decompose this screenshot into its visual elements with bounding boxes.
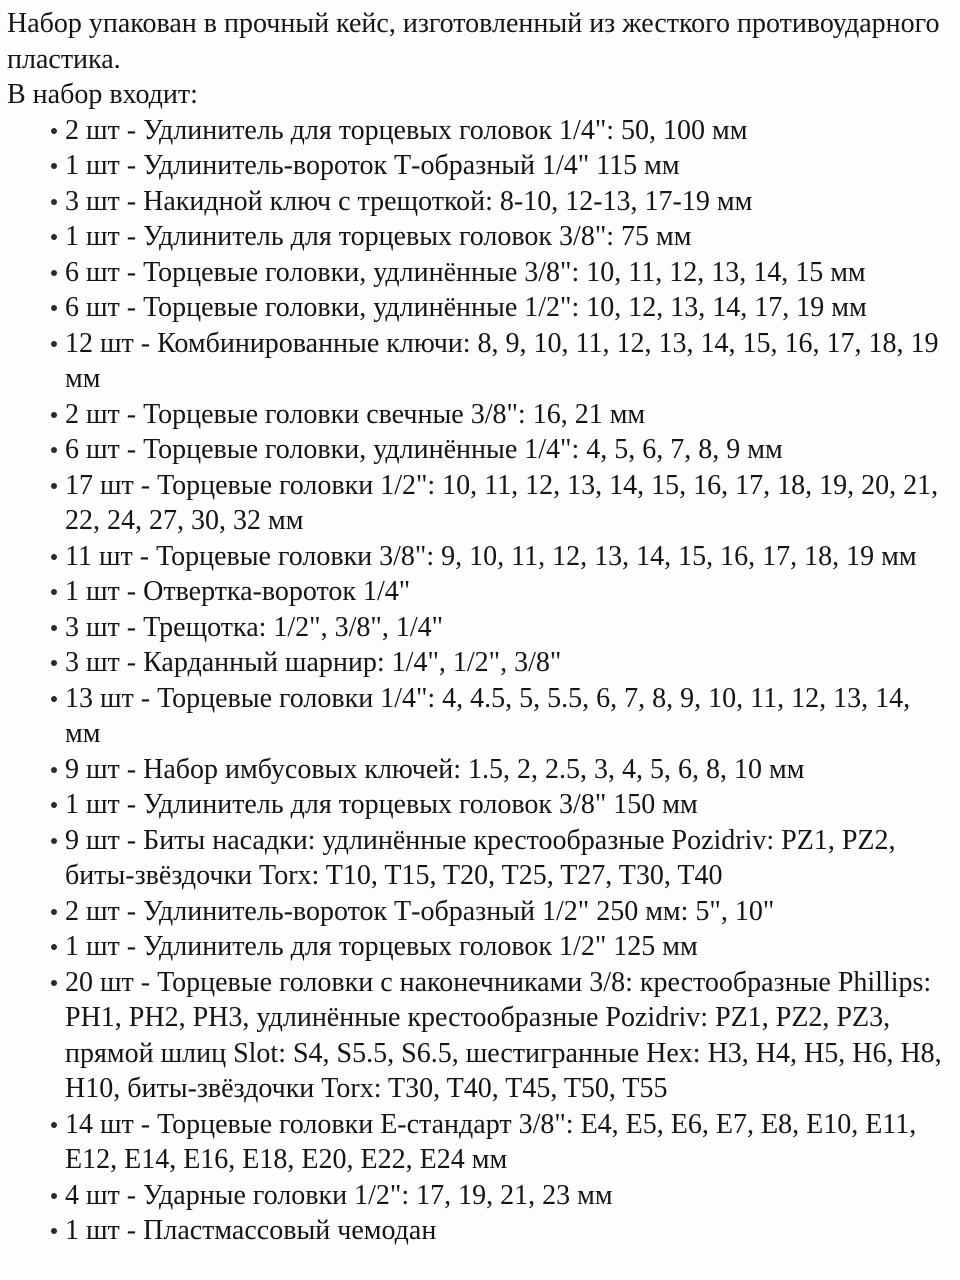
- list-item: 17 шт - Торцевые головки 1/2": 10, 11, 12, 13, 14, 15, 16, 17, 18, 19, 20, 21, 22, 24, 27, 30, 32 мм: [65, 468, 948, 539]
- list-item: 1 шт - Отвертка-вороток 1/4": [65, 574, 948, 610]
- list-item: 14 шт - Торцевые головки Е-стандарт 3/8": E4, E5, E6, E7, E8, E10, E11, E12, E14, E16, E18, E20, E22, E24 мм: [65, 1107, 948, 1178]
- list-item: 4 шт - Ударные головки 1/2": 17, 19, 21, 23 мм: [65, 1178, 948, 1214]
- intro-paragraph: Набор упакован в прочный кейс, изготовленный из жесткого противоударного пластика.: [7, 8, 940, 75]
- list-item: 2 шт - Торцевые головки свечные 3/8": 16, 21 мм: [65, 397, 948, 433]
- list-item: 2 шт - Удлинитель для торцевых головок 1/4": 50, 100 мм: [65, 113, 948, 149]
- list-item: 11 шт - Торцевые головки 3/8": 9, 10, 11, 12, 13, 14, 15, 16, 17, 18, 19 мм: [65, 539, 948, 575]
- list-item: 1 шт - Пластмассовый чемодан: [65, 1213, 948, 1249]
- list-item: 9 шт - Биты насадки: удлинённые крестообразные Pozidriv: PZ1, PZ2, биты-звёздочки Torx: T10, T15, T20, T25, T27, T30, T40: [65, 823, 948, 894]
- list-item: 1 шт - Удлинитель для торцевых головок 1/2" 125 мм: [65, 929, 948, 965]
- list-item: 9 шт - Набор имбусовых ключей: 1.5, 2, 2.5, 3, 4, 5, 6, 8, 10 мм: [65, 752, 948, 788]
- list-item: 1 шт - Удлинитель для торцевых головок 3/8" 150 мм: [65, 787, 948, 823]
- list-item: 6 шт - Торцевые головки, удлинённые 3/8": 10, 11, 12, 13, 14, 15 мм: [65, 255, 948, 291]
- list-item: 12 шт - Комбинированные ключи: 8, 9, 10, 11, 12, 13, 14, 15, 16, 17, 18, 19 мм: [65, 326, 948, 397]
- contents-list: [7, 113, 948, 1249]
- list-item: 20 шт - Торцевые головки с наконечниками 3/8: крестообразные Phillips: PH1, PH2, PH3, удлинённые крестообразные Pozidriv: PZ1, PZ2, PZ3, прямой шлиц Slot: S4, S5.5, S6.5, шестигранные Hex: H3, H4, H5, H6, H8, H10, биты-звёздочки Torx: T30, T40, T45, T50, T55: [65, 965, 948, 1107]
- list-item: 1 шт - Удлинитель для торцевых головок 3/8": 75 мм: [65, 219, 948, 255]
- list-item: 1 шт - Удлинитель-вороток Т-образный 1/4" 115 мм: [65, 148, 948, 184]
- list-heading: В набор входит:: [7, 79, 198, 110]
- list-item: 3 шт - Трещотка: 1/2", 3/8", 1/4": [65, 610, 948, 646]
- list-item: 2 шт - Удлинитель-вороток Т-образный 1/2" 250 мм: 5", 10": [65, 894, 948, 930]
- list-item: 6 шт - Торцевые головки, удлинённые 1/2": 10, 12, 13, 14, 17, 19 мм: [65, 290, 948, 326]
- list-item: 13 шт - Торцевые головки 1/4": 4, 4.5, 5, 5.5, 6, 7, 8, 9, 10, 11, 12, 13, 14, мм: [65, 681, 948, 752]
- list-item: 3 шт - Накидной ключ с трещоткой: 8-10, 12-13, 17-19 мм: [65, 184, 948, 220]
- list-item: 6 шт - Торцевые головки, удлинённые 1/4": 4, 5, 6, 7, 8, 9 мм: [65, 432, 948, 468]
- list-item: 3 шт - Карданный шарнир: 1/4", 1/2", 3/8": [65, 645, 948, 681]
